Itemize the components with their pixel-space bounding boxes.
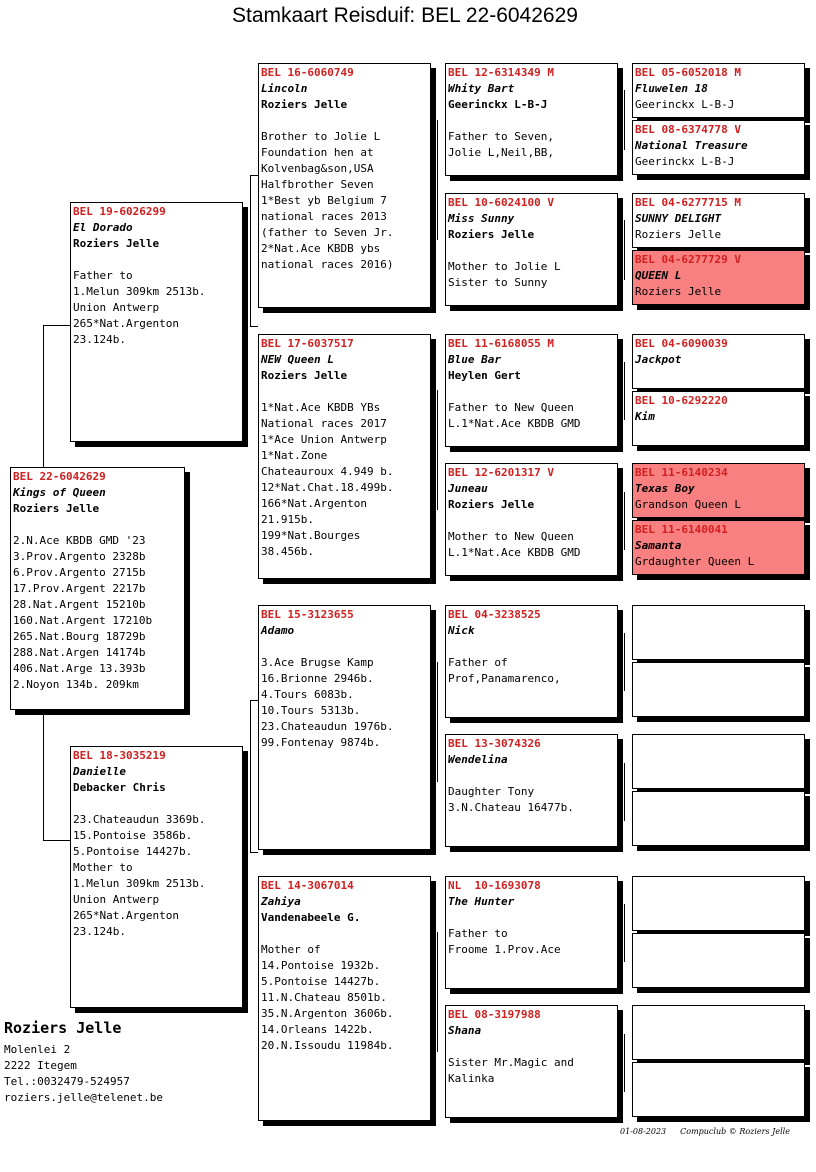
gen4-card <box>632 120 805 175</box>
ring-number: BEL 04-6277729 V <box>635 253 741 266</box>
pigeon-notes: Father to Froome 1.Prov.Ace <box>448 927 561 956</box>
ring-number: BEL 05-6052018 M <box>635 66 741 79</box>
connector-line <box>624 90 625 150</box>
gen4-card-empty <box>632 791 805 846</box>
ring-number: BEL 11-6140041 <box>635 523 728 536</box>
gen4-card <box>632 63 805 118</box>
mff-card <box>445 605 618 718</box>
pigeon-notes: 3.Ace Brugse Kamp 16.Brionne 2946b. 4.Tours 6083b. 10.Tours 5313b. 23.Chateaudun 1976b. 99.Fontenay 9874b. <box>261 656 394 749</box>
pigeon-name: Adamo <box>261 624 295 637</box>
owner-name: Roziers Jelle <box>73 237 160 250</box>
ring-number: BEL 12-6201317 V <box>448 466 554 479</box>
pigeon-notes: Father to Seven, Jolie L,Neil,BB, <box>448 130 554 159</box>
connector-line <box>250 852 258 853</box>
owner-name: Roziers Jelle <box>261 369 348 382</box>
owner-name: Roziers Jelle <box>13 502 100 515</box>
ring-number: BEL 19-6026299 <box>73 205 166 218</box>
connector-line <box>43 840 71 841</box>
pigeon-notes: Mother to New Queen L.1*Nat.Ace KBDB GMD <box>448 530 581 559</box>
pigeon-name: Jackpot <box>635 353 682 366</box>
pigeon-notes: Brother to Jolie L Foundation hen at Kolvenbag&son,USA Halfbrother Seven 1*Best yb Belgium 7 national races 2013 (father to Seven Jr. 2*Nat.Ace KBDB ybs national races 2016) <box>261 130 394 271</box>
fff-card <box>445 63 618 176</box>
pigeon-name: Kim <box>635 410 655 423</box>
footer-credit: Compuclub © Roziers Jelle <box>680 1127 790 1136</box>
pigeon-name: National Treasure <box>635 139 748 152</box>
owner-name: Heylen Gert <box>448 369 521 382</box>
ring-number: BEL 04-3238525 <box>448 608 541 621</box>
mmm-card <box>445 1005 618 1118</box>
ring-number: BEL 04-6090039 <box>635 337 728 350</box>
gen4-card-empty <box>632 605 805 660</box>
breeder-street: Molenlei 2 <box>4 1043 71 1056</box>
ring-number: BEL 04-6277715 M <box>635 196 741 209</box>
connector-line <box>437 390 438 510</box>
gen4-card-empty <box>632 876 805 931</box>
connector-line <box>437 120 438 240</box>
subject-card <box>10 467 185 710</box>
ring-number: BEL 16-6060749 <box>261 66 354 79</box>
ring-number: BEL 15-3123655 <box>261 608 354 621</box>
pigeon-name: Miss Sunny <box>448 212 515 225</box>
pigeon-name: Danielle <box>73 765 126 778</box>
connector-line <box>624 633 625 691</box>
gen4-card-empty <box>632 933 805 988</box>
connector-line <box>250 700 258 701</box>
connector-line <box>624 763 625 821</box>
gen4-card-highlighted <box>632 520 805 575</box>
owner-name: Geerinckx L-B-J <box>635 98 735 111</box>
ring-number: BEL 18-3035219 <box>73 749 166 762</box>
connector-line <box>250 326 258 327</box>
owner-name: Roziers Jelle <box>635 285 722 298</box>
ring-number: BEL 13-3074326 <box>448 737 541 750</box>
father-card <box>70 202 243 442</box>
footer-date: 01-08-2023 <box>620 1127 667 1136</box>
gen4-card-highlighted <box>632 463 805 518</box>
pigeon-notes: Mother to Jolie L Sister to Sunny <box>448 260 561 289</box>
connector-line <box>624 904 625 962</box>
connector-line <box>624 362 625 420</box>
owner-name: Geerinckx L-B-J <box>635 155 735 168</box>
pigeon-name: Blue Bar <box>448 353 501 366</box>
pigeon-name: NEW Queen L <box>261 353 334 366</box>
fmf-card <box>445 334 618 447</box>
connector-line <box>437 662 438 782</box>
pigeon-name: QUEEN L <box>635 269 682 282</box>
footer <box>620 1127 804 1136</box>
owner-name: Roziers Jelle <box>635 228 722 241</box>
gen4-card <box>632 193 805 248</box>
page-title: Stamkaart Reisduif: BEL 22-6042629 <box>232 4 578 27</box>
connector-line <box>437 932 438 1052</box>
pigeon-notes: Daughter Tony 3.N.Chateau 16477b. <box>448 785 574 814</box>
ring-number: BEL 08-6374778 V <box>635 123 741 136</box>
breeder-name: Roziers Jelle <box>4 1019 122 1037</box>
pigeon-name: Zahiya <box>261 895 301 908</box>
pigeon-name: SUNNY DELIGHT <box>635 212 722 225</box>
pigeon-notes: Father to New Queen L.1*Nat.Ace KBDB GMD <box>448 401 581 430</box>
owner-name: Geerinckx L-B-J <box>448 98 548 111</box>
connector-line <box>250 700 251 852</box>
pigeon-notes: 23.Chateaudun 3369b. 15.Pontoise 3586b. 5.Pontoise 14427b. Mother to 1.Melun 309km 2513b. Union Antwerp 265*Nat.Argenton 23.124b. <box>73 813 206 938</box>
pigeon-name: Samanta <box>635 539 682 552</box>
connector-line <box>250 175 258 176</box>
ring-number: BEL 14-3067014 <box>261 879 354 892</box>
connector-line <box>624 1034 625 1092</box>
owner-name: Debacker Chris <box>73 781 166 794</box>
connector-line <box>43 325 71 326</box>
gen4-card-empty <box>632 1062 805 1117</box>
pigeon-notes: Father to 1.Melun 309km 2513b. Union Antwerp 265*Nat.Argenton 23.124b. <box>73 269 206 346</box>
connector-line <box>250 175 251 327</box>
pigeon-notes: 2.N.Ace KBDB GMD '23 3.Prov.Argento 2328b 6.Prov.Argento 2715b 17.Prov.Argent 2217b 28.Nat.Argent 15210b 160.Nat.Argent 17210b 265.Nat.Bourg 18729b 288.Nat.Argen 14174b 406.Nat.Arge 13.393b 2.Noyon 134b. 209km <box>13 534 153 691</box>
ring-number: BEL 10-6024100 V <box>448 196 554 209</box>
connector-line <box>43 325 44 469</box>
owner-name: Roziers Jelle <box>448 498 535 511</box>
mother-card <box>70 746 243 1008</box>
pigeon-name: El Dorado <box>73 221 133 234</box>
fm-card <box>258 334 431 579</box>
mfm-card <box>445 734 618 847</box>
ffm-card <box>445 193 618 306</box>
pigeon-notes: Mother of 14.Pontoise 1932b. 5.Pontoise 14427b. 11.N.Chateau 8501b. 35.N.Argenton 3606b. 14.Orleans 1422b. 20.N.Issoudu 11984b. <box>261 943 394 1052</box>
pigeon-name: Nick <box>448 624 475 637</box>
gen4-card-empty <box>632 662 805 717</box>
ff-card <box>258 63 431 308</box>
pigeon-name: Shana <box>448 1024 482 1037</box>
mf-card <box>258 605 431 850</box>
pigeon-name: Texas Boy <box>635 482 695 495</box>
ring-number: BEL 10-6292220 <box>635 394 728 407</box>
breeder-phone: Tel.:0032479-524957 <box>4 1075 130 1088</box>
pigeon-name: Wendelina <box>448 753 508 766</box>
pigeon-name: Juneau <box>448 482 488 495</box>
mm-card <box>258 876 431 1121</box>
owner-name: Roziers Jelle <box>448 228 535 241</box>
ring-number: NL 10-1693078 <box>448 879 541 892</box>
breeder-city: 2222 Itegem <box>4 1059 77 1072</box>
owner-name: Grandson Queen L <box>635 498 741 511</box>
ring-number: BEL 11-6140234 <box>635 466 728 479</box>
owner-name: Grdaughter Queen L <box>635 555 755 568</box>
gen4-card-empty <box>632 734 805 789</box>
pigeon-name: Lincoln <box>261 82 308 95</box>
pigeon-name: Kings of Queen <box>13 486 106 499</box>
breeder-contact <box>4 1018 163 1106</box>
ring-number: BEL 22-6042629 <box>13 470 106 483</box>
gen4-card <box>632 334 805 389</box>
fmm-card <box>445 463 618 576</box>
pigeon-name: Fluwelen 18 <box>635 82 708 95</box>
pigeon-notes: 1*Nat.Ace KBDB YBs National races 2017 1*Ace Union Antwerp 1*Nat.Zone Chateauroux 4.949 b. 12*Nat.Chat.18.499b. 166*Nat.Argenton 21.915b. 199*Nat.Bourges 38.456b. <box>261 401 394 558</box>
connector-line <box>624 220 625 280</box>
connector-line <box>624 492 625 550</box>
breeder-email: roziers.jelle@telenet.be <box>4 1091 163 1104</box>
pigeon-name: Whity Bart <box>448 82 515 95</box>
owner-name: Vandenabeele G. <box>261 911 361 924</box>
pigeon-notes: Father of Prof,Panamarenco, <box>448 656 561 685</box>
gen4-card <box>632 391 805 446</box>
gen4-card-highlighted <box>632 250 805 305</box>
pigeon-name: The Hunter <box>448 895 515 908</box>
ring-number: BEL 17-6037517 <box>261 337 354 350</box>
ring-number: BEL 12-6314349 M <box>448 66 554 79</box>
connector-line <box>43 712 44 840</box>
ring-number: BEL 08-3197988 <box>448 1008 541 1021</box>
owner-name: Roziers Jelle <box>261 98 348 111</box>
ring-number: BEL 11-6168055 M <box>448 337 554 350</box>
pigeon-notes: Sister Mr.Magic and Kalinka <box>448 1056 574 1085</box>
mmf-card <box>445 876 618 989</box>
gen4-card-empty <box>632 1005 805 1060</box>
